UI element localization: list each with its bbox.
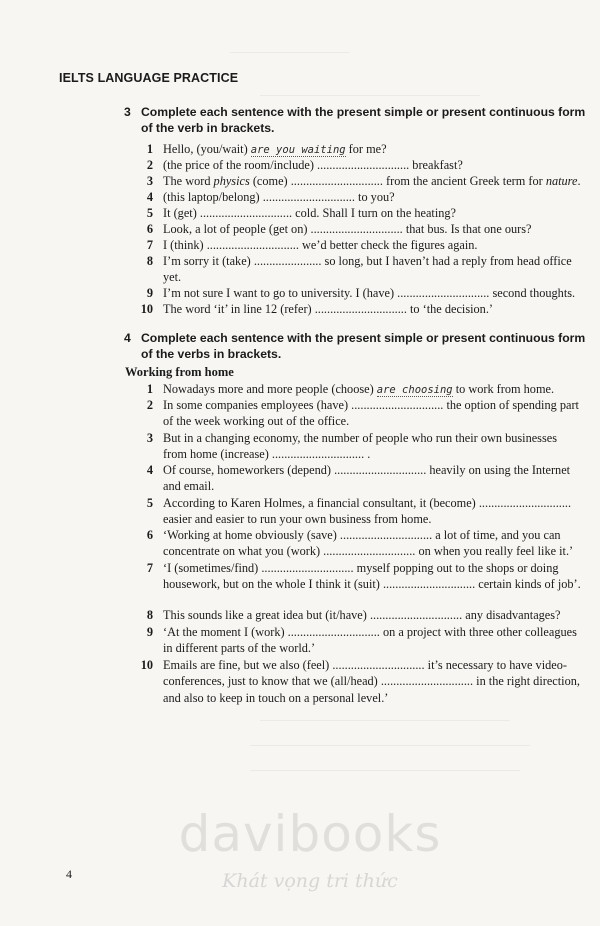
item-number: 9 — [146, 625, 153, 639]
item-text: The word physics (come) .............................. from the ancient Greek term for nature. — [163, 174, 581, 188]
exercise-number: 4 — [124, 331, 131, 345]
item-number: 8 — [146, 608, 153, 622]
item-number: 2 — [146, 158, 153, 172]
text-subheading: Working from home — [125, 365, 234, 379]
example-answer: are you waiting — [250, 144, 346, 156]
item-text: I (think) .............................. we’d better check the figures again. — [163, 238, 478, 252]
item-number: 4 — [146, 190, 153, 204]
item-text: Of course, homeworkers (depend) .............................. heavily on using the Internet and email. — [163, 463, 571, 494]
item-text: According to Karen Holmes, a financial consultant, it (become) .............................. easier and easier to run your own business from home. — [163, 496, 572, 527]
item-text: Hello, (you/wait) are you waiting for me? — [163, 142, 387, 156]
item-number: 7 — [146, 561, 153, 575]
bleed-through-line — [250, 770, 520, 771]
bleed-through-line — [260, 720, 510, 721]
item-number: 2 — [146, 398, 153, 412]
watermark-logo: davibooks — [178, 805, 442, 863]
item-text: ‘I (sometimes/find) .............................. myself popping out to the shops or doing housework, but on the whole I think it (suit) .............................. certain kinds of job’. — [163, 561, 581, 592]
item-number: 6 — [146, 528, 153, 542]
item-text: Emails are fine, but we also (feel) .............................. it’s necessary to have video-conferences, just to know that we (all/head) .............................. in the right direction, and also to keep in touch on a personal level.’ — [163, 658, 580, 705]
bleed-through-line — [260, 95, 480, 96]
page-number: 4 — [66, 867, 72, 881]
exercise-instruction: Complete each sentence with the present simple or present continuous form of the verb in brackets. — [141, 105, 586, 135]
item-number: 3 — [146, 431, 153, 445]
item-text: Nowadays more and more people (choose) are choosing to work from home. — [163, 382, 555, 396]
section-label: IELTS LANGUAGE PRACTICE — [59, 71, 239, 85]
item-text: ‘Working at home obviously (save) .............................. a lot of time, and you can concentrate on what you (work) .............................. on when you really feel like it.’ — [163, 528, 574, 559]
bleed-through-line — [230, 52, 350, 53]
item-text: In some companies employees (have) .............................. the option of spending part of the week working out of the office. — [163, 398, 579, 429]
item-text: I’m sorry it (take) ...................... so long, but I haven’t had a reply from head office yet. — [163, 254, 572, 285]
item-number: 6 — [146, 222, 153, 236]
example-answer: are choosing — [376, 384, 453, 396]
item-text: (the price of the room/include) .............................. breakfast? — [163, 158, 463, 172]
item-number: 7 — [146, 238, 153, 252]
item-number: 5 — [146, 206, 153, 220]
item-text: Look, a lot of people (get on) .............................. that bus. Is that one ours? — [163, 222, 532, 236]
item-number: 3 — [146, 174, 153, 188]
item-number: 1 — [146, 142, 153, 156]
item-text: The word ‘it’ in line 12 (refer) .............................. to ‘the decision.’ — [163, 302, 493, 316]
item-number: 9 — [146, 286, 153, 300]
exercise-instruction: Complete each sentence with the present simple or present continuous form of the verbs in brackets. — [141, 331, 586, 361]
item-text: It (get) .............................. cold. Shall I turn on the heating? — [163, 206, 457, 220]
item-text: I’m not sure I want to go to university. I (have) .............................. second thoughts. — [163, 286, 576, 300]
item-number: 10 — [140, 302, 153, 316]
item-text: But in a changing economy, the number of people who run their own businesses from home (increase) .............................. . — [163, 431, 557, 462]
item-number: 5 — [146, 496, 153, 510]
item-text: (this laptop/belong) .............................. to you? — [163, 190, 395, 204]
item-text: ‘At the moment I (work) .............................. on a project with three other colleagues in different parts of the world.’ — [163, 625, 577, 656]
item-number: 1 — [146, 382, 153, 396]
item-number: 10 — [140, 658, 153, 672]
bleed-through-line — [250, 745, 530, 746]
exercise-number: 3 — [124, 105, 131, 119]
item-text: This sounds like a great idea but (it/have) .............................. any disadvantages? — [163, 608, 561, 622]
item-number: 4 — [146, 463, 153, 477]
watermark-tagline: Khát vọng tri thức — [222, 870, 398, 892]
item-number: 8 — [146, 254, 153, 268]
